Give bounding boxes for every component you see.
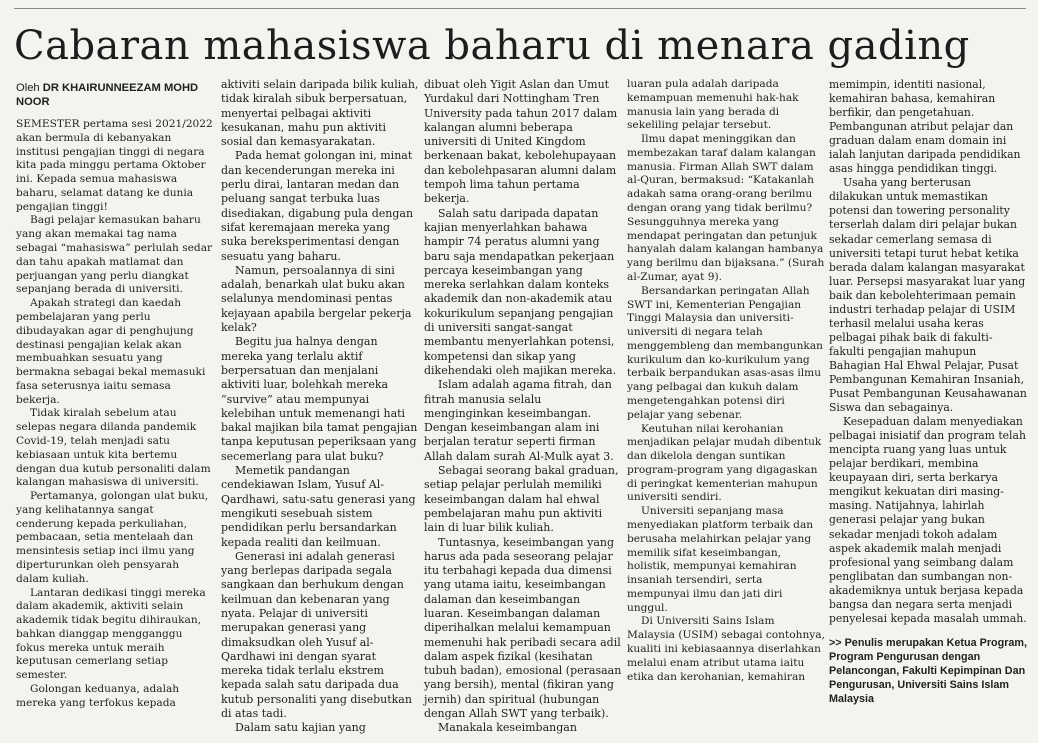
paragraph: Ilmu dapat meninggikan dan membezakan taraf dalam kalangan manusia. Firman Allah SWT dalam al-Quran, bermaksud: “Katakanlah adakah sama orang-orang berilmu dengan orang yang tidak berilmu? Sesungguhnya mereka yang mendapat peringatan dan petunjuk hanyalah dalam kalangan hambanya yang berilmu dan bijaksana.” (Surah al-Zumar, ayat 9). (627, 133, 825, 283)
paragraph: Tidak kiralah sebelum atau selepas negara dilanda pandemik Covid-19, telah menjadi satu kebiasaan untuk kita bertemu dengan dua kutub personaliti dalam kalangan mahasiswa di universiti. (16, 407, 211, 489)
paragraph: memimpin, identiti nasional, kemahiran bahasa, kemahiran berfikir, dan pengetahuan. Pembangunan atribut pelajar dan graduan dalam enam domain ini ialah lanjutan daripada pendidikan asas hingga pendidikan tinggi. (829, 78, 1021, 176)
paragraph: Di Universiti Sains Islam Malaysia (USIM) sebagai contohnya, kualiti ini kebiasaannya diserlahkan melalui enam atribut utama iaitu etika dan kerohanian, kemahiran (627, 615, 825, 683)
top-rule (14, 8, 1026, 9)
paragraph: Manakala keseimbangan (438, 721, 577, 735)
paragraph: Salah satu daripada dapatan kajian menyerlahkan bahawa hampir 74 peratus alumni yang baru saja mendapatkan pekerjaan percaya keseimbangan yang mereka serlahkan dalam konteks akademik dan non-akademik atau kokurikulum sepanjang pengajian di universiti sangat-sangat membantu menyerlahkan potensi, kompetensi dan sikap yang dikehendaki oleh majikan mereka. (424, 206, 617, 377)
author-note: >> Penulis merupakan Ketua Program, Program Pengurusan dengan Pelancongan, Fakulti Kepimpinan Dan Pengurusan, Universiti Sains Islam Malaysia (829, 636, 1028, 705)
byline (16, 81, 214, 109)
paragraph: SEMESTER pertama sesi 2021/2022 akan bermula di kebanyakan institusi pengajian tinggi di negara kita pada minggu pertama Oktober ini. Kepada semua mahasiswa baharu, selamat datang ke dunia pengajian tinggi! (16, 118, 213, 213)
paragraph: Namun, persoalannya di sini adalah, benarkah ulat buku akan selalunya mendominasi pentas kejayaan apabila bergelar pekerja kelak? (221, 263, 412, 335)
paragraph: Memetik pandangan cendekiawan Islam, Yusuf Al-Qardhawi, satu-satu generasi yang mengikuti sesebuah sistem pendidikan perlu bersandarkan kepada realiti dan keilmuan. (221, 464, 416, 549)
paragraph: Keutuhan nilai kerohanian menjadikan pelajar mudah dibentuk dan dikelola dengan suntikan program-program yang digagaskan di peringkat kementerian mahupun universiti sendiri. (627, 422, 822, 504)
paragraph: Apakah strategi dan kaedah pembelajaran yang perlu dibudayakan agar di penghujung destinasi pengajian kelak akan membuahkan sesuatu yang bermakna sebagai bekal memasuki fasa seterusnya iaitu semasa bekerja. (16, 297, 206, 406)
paragraph: Golongan keduanya, adalah mereka yang terfokus kepada (16, 683, 180, 709)
paragraph: Usaha yang berterusan dilakukan untuk memastikan potensi dan towering personality terserlah dalam diri pelajar bukan sekadar cemerlang semasa di universiti tetapi turut hebat ketika berada dalam kalangan masyarakat luar. Persepsi masyarakat luar yang baik dan kebolehterimaan pemain industri terhadap pelajar di USIM terhasil melalui usaha keras pelbagai pihak baik di fakulti-fakulti pengajian mahupun Bahagian Hal Ehwal Pelajar, Pusat Pembangunan Kemahiran Insaniah, Pusat Pembangunan Keusahawanan Siswa dan sebagainya. (829, 176, 1027, 415)
paragraph: Dalam satu kajian yang (235, 721, 366, 735)
paragraph: Lantaran dedikasi tinggi mereka dalam akademik, aktiviti selain akademik tidak begitu dihiraukan, bahkan dianggap mengganggu fokus mereka untuk meraih keputusan cemerlang setiap semester. (16, 586, 206, 682)
article-column-4 (627, 78, 825, 684)
author-name: DR KHAIRUNNEEZAM MOHD NOOR (16, 82, 199, 108)
headline: Cabaran mahasiswa baharu di menara gading (14, 23, 970, 69)
article-column-2 (221, 78, 419, 736)
paragraph: Kesepaduan dalam menyediakan pelbagai inisiatif dan program telah mencipta ruang yang luas untuk pelajar berdikari, membina keupayaan diri, serta berkarya mengikut kekuatan diri masing-masing. Natijahnya, lahirlah generasi pelajar yang bukan sekadar menjadi tokoh adalam aspek akademik malah menjadi profesional yang seimbang dalam penglibatan dan sumbangan non-akademiknya untuk berjasa kepada bangsa dan negara serta menjadi penyelesai kepada masalah ummah. (829, 415, 1027, 625)
article-column-5 (829, 78, 1027, 706)
paragraph: Generasi ini adalah generasi yang berlepas daripada segala sangkaan dan berhukum dengan keilmuan dan kebenaran yang nyata. Pelajar di universiti merupakan generasi yang dimaksudkan oleh Yusuf al-Qardhawi ini dengan syarat mereka tidak terlalu ekstrem kepada salah satu daripada dua kutub personaliti yang disebutkan di atas tadi. (221, 549, 412, 721)
paragraph: Bersandarkan peringatan Allah SWT ini, Kementerian Pengajian Tinggi Malaysia dan universiti-universiti di negara telah menggembleng dan membangunkan kurikulum dan ko-kurikulum yang terbaik berpandukan asas-asas ilmu yang pelbagai dan kukuh dalam mengetengahkan potensi diri pelajar yang sebenar. (627, 284, 823, 421)
paragraph: Pada hemat golongan ini, minat dan kecenderungan mereka ini perlu dirai, lantaran medan dan peluang sangat terbuka luas disediakan, digabung pula dengan sifat keremajaan mereka yang suka bereksperimentasi dengan sesuatu yang baharu. (221, 149, 414, 263)
paragraph: dibuat oleh Yigit Aslan dan Umut Yurdakul dari Nottingham Tren University pada tahun 2017 dalam kalangan alumni beberapa universiti di United Kingdom berkenaan bakat, kebolehupayaan dan kebolehpasaran alumni dalam tempoh lima tahun pertama bekerja. (424, 78, 618, 206)
article-column-1 (16, 78, 214, 711)
paragraph: Universiti sepanjang masa menyediakan platform terbaik dan berusaha melahirkan pelajar yang memilik sifat keseimbangan, holistik, mempunyai kemahiran insaniah tersendiri, serta mempunyai ilmu dan jati diri unggul. (627, 505, 814, 614)
byline-prefix: Oleh (16, 82, 40, 94)
paragraph: Pertamanya, golongan ulat buku, yang kelihatannya sangat cenderung kepada perkuliahan, pembacaan, setia mentelaah dan mensintesis setiap inci ilmu yang diperturunkan oleh pensyarah dalam kuliah. (16, 490, 209, 585)
paragraph: aktiviti selain daripada bilik kuliah, tidak kiralah sibuk berpersatuan, menyertai pelbagai aktiviti kesukanan, mahu pun aktiviti sosial dan kemasyarakatan. (221, 78, 419, 149)
paragraph: Tuntasnya, keseimbangan yang harus ada pada seseorang pelajar itu terbahagi kepada dua dimensi yang utama iaitu, keseimbangan dalaman dan keseimbangan luaran. Keseimbangan dalaman diperihalkan melalui kemampuan memenuhi hak peribadi secara adil dalam aspek fizikal (kesihatan tubuh badan), emosional (perasaan yang bersih), mental (fikiran yang jernih) dan spiritual (hubungan dengan Allah SWT yang terbaik). (424, 535, 622, 721)
article-column-3 (424, 78, 622, 736)
paragraph: Bagi pelajar kemasukan baharu yang akan memakai tag nama sebagai “mahasiswa” perlulah sedar dan tahu apakah matlamat dan perjuangan yang perlu diangkat sepanjang berada di universiti. (16, 214, 213, 296)
paragraph: Sebagai seorang bakal graduan, setiap pelajar perlulah memiliki keseimbangan dalam hal ehwal pembelajaran mahu pun aktiviti lain di luar bilik kuliah. (424, 464, 619, 535)
paragraph: Begitu jua halnya dengan mereka yang terlalu aktif berpersatuan dan menjalani aktiviti luar, bolehkah mereka “survive” atau mempunyai kelebihan untuk memenangi hati bakal majikan bila tamat pengajian tanpa keputusan peperiksaan yang secemerlang para ulat buku? (221, 335, 418, 463)
paragraph: Islam adalah agama fitrah, dan fitrah manusia selalu menginginkan keseimbangan. Dengan keseimbangan alam ini berjalan teratur seperti firman Allah dalam surah Al-Mulk ayat 3. (424, 378, 614, 463)
paragraph: luaran pula adalah daripada kemampuan memenuhi hak-hak manusia lain yang berada di sekeliling pelajar tersebut. (627, 78, 799, 132)
